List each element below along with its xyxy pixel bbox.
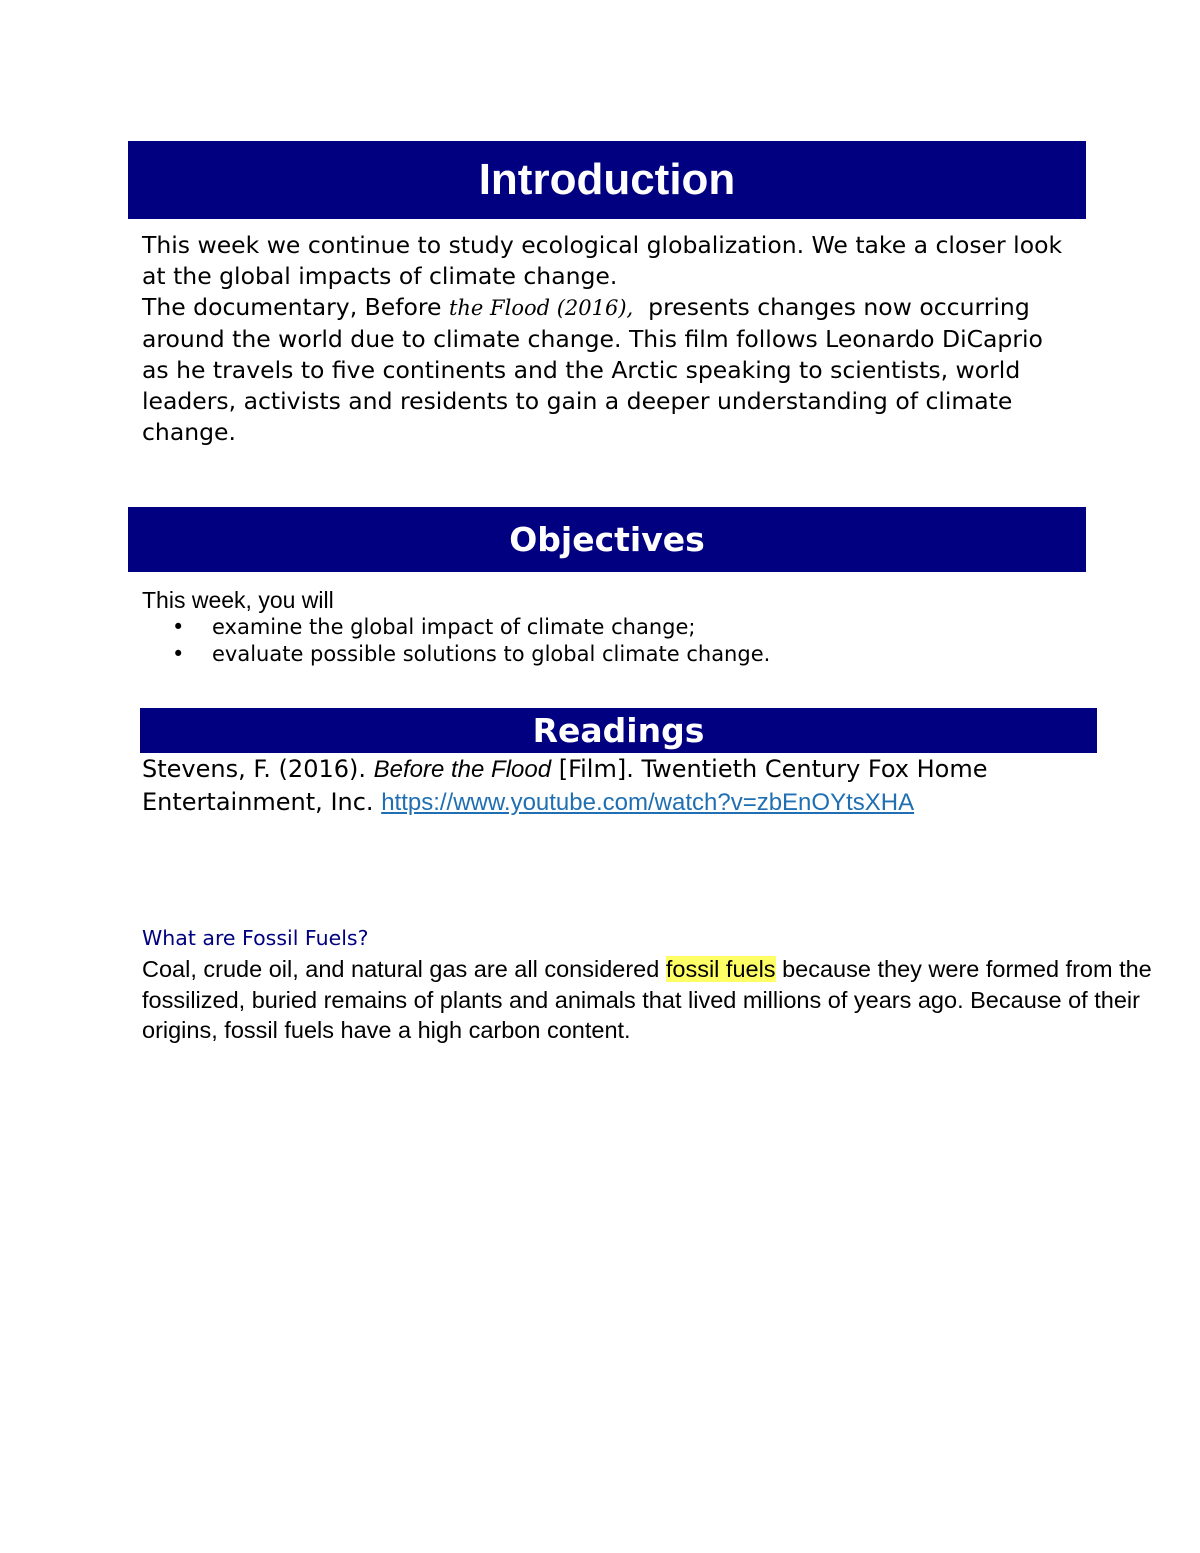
objective-text: examine the global impact of climate change; bbox=[212, 615, 696, 639]
introduction-heading: Introduction bbox=[478, 155, 736, 204]
video-link[interactable]: https://www.youtube.com/watch?v=zbEnOYtsXHA bbox=[381, 789, 915, 816]
citation-publisher: [Film]. Twentieth Century Fox Home Entertainment, Inc. bbox=[142, 755, 988, 816]
fossil-text-before: Coal, crude oil, and natural gas are all considered bbox=[142, 956, 666, 982]
introduction-banner bbox=[128, 141, 1086, 219]
fossil-fuels-paragraph bbox=[142, 954, 1192, 1046]
introduction-body bbox=[142, 230, 1072, 448]
film-title-italic: the Flood (2016), bbox=[448, 296, 634, 320]
citation-film-title: Before the Flood bbox=[373, 756, 552, 783]
objective-text: evaluate possible solutions to global climate change. bbox=[212, 642, 771, 666]
intro-paragraph-2 bbox=[142, 292, 1072, 448]
reading-citation bbox=[142, 753, 1142, 819]
intro-paragraph-1: This week we continue to study ecological globalization. We take a closer look at the global impacts of climate change. bbox=[142, 231, 1063, 290]
highlighted-term: fossil fuels bbox=[665, 956, 776, 982]
fossil-fuels-heading: What are Fossil Fuels? bbox=[142, 926, 369, 950]
objectives-lead: This week, you will bbox=[142, 587, 334, 613]
list-item bbox=[142, 614, 770, 641]
citation-author: Stevens, F. (2016). bbox=[142, 755, 374, 783]
bullet-icon: • bbox=[172, 615, 185, 639]
bullet-icon: • bbox=[172, 642, 185, 666]
objectives-heading: Objectives bbox=[509, 520, 705, 559]
fossil-text-after: because they were formed from the fossilized, buried remains of plants and animals that lived millions of years ago. Because of their origins, fossil fuels have a high carbon content. bbox=[142, 956, 1152, 1043]
readings-banner bbox=[140, 708, 1097, 753]
objectives-list bbox=[142, 614, 770, 668]
intro-text-before: The documentary, Before bbox=[142, 293, 449, 321]
readings-heading: Readings bbox=[532, 711, 705, 750]
objectives-banner bbox=[128, 507, 1086, 572]
intro-text-after: presents changes now occurring around the world due to climate change. This film follows Leonardo DiCaprio as he travels to five continents and the Arctic speaking to scientists, world leaders, activists and residents to gain a deeper understanding of climate change. bbox=[142, 293, 1051, 446]
list-item bbox=[142, 641, 770, 668]
